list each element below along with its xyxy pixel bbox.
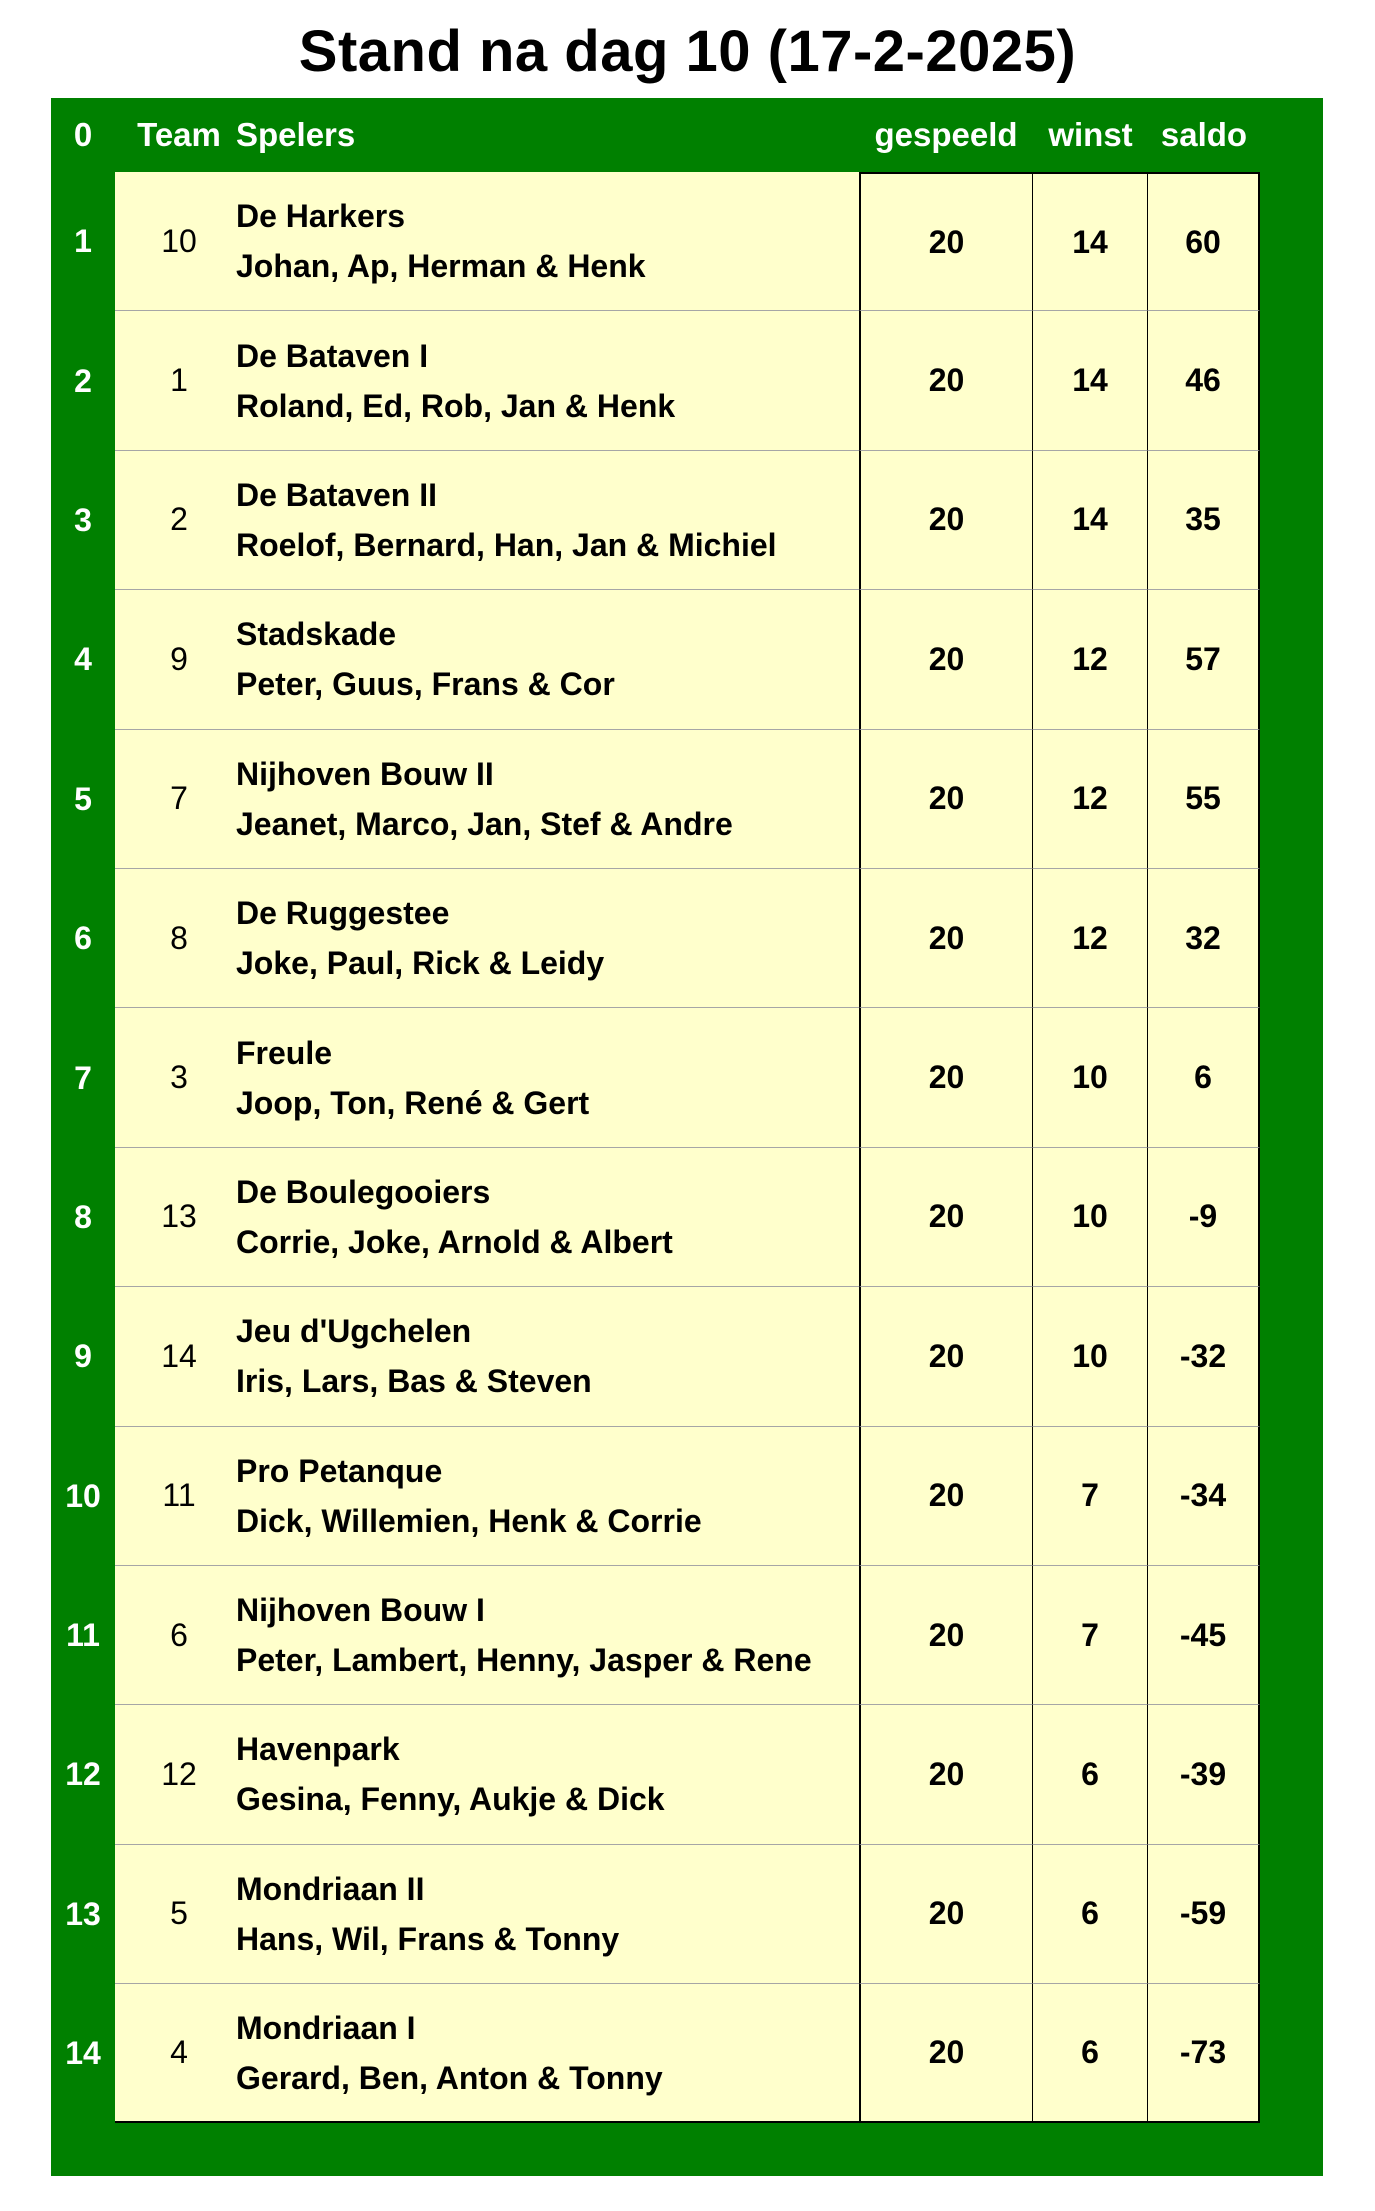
rank-number: 1 [74,223,92,260]
team-players: Iris, Lars, Bas & Steven [236,1363,592,1400]
team-info [236,1427,702,1565]
played-cell: 20 [859,1148,1033,1287]
team-players: Peter, Guus, Frans & Cor [236,666,615,703]
team-name: Mondriaan I [236,2009,416,2046]
saldo-cell: 57 [1148,590,1260,729]
team-players: Johan, Ap, Herman & Henk [236,248,646,285]
played-cell: 20 [859,1566,1033,1705]
header-team: Team [137,116,221,153]
team-number: 7 [170,780,188,817]
wins-cell: 7 [1033,1427,1148,1566]
team-name: Stadskade [236,616,397,653]
table-row [51,590,1323,729]
team-info [236,1287,592,1425]
table-row [51,730,1323,869]
played-cell: 20 [859,1287,1033,1426]
played-cell: 20 [859,869,1033,1008]
played-cell: 20 [859,172,1033,311]
header-saldo: saldo [1160,116,1248,153]
team-number: 13 [161,1198,197,1235]
team-info [236,311,675,449]
wins-cell: 14 [1033,172,1148,311]
table-row [51,1845,1323,1984]
team-number: 2 [170,501,188,538]
team-name: Nijhoven Bouw I [236,1592,485,1629]
team-cell [115,1287,859,1426]
wins-cell: 12 [1033,590,1148,729]
team-info [236,1008,589,1146]
team-name: Havenpark [236,1731,400,1768]
played-cell: 20 [859,311,1033,450]
rank-number: 11 [66,1617,100,1654]
page-title: Stand na dag 10 (17-2-2025) [298,19,1077,84]
played-cell: 20 [859,1984,1033,2123]
table-row [51,451,1323,590]
team-info [236,1845,619,1983]
wins-cell: 12 [1033,869,1148,1008]
saldo-cell: -32 [1148,1287,1260,1426]
team-players: Peter, Lambert, Henny, Jasper & Rene [236,1642,812,1679]
table-row [51,1984,1323,2123]
rank-number: 3 [74,501,92,538]
standings-rows [51,172,1323,2123]
team-players: Roelof, Bernard, Han, Jan & Michiel [236,526,777,563]
saldo-cell: -59 [1148,1845,1260,1984]
team-cell [115,1008,859,1147]
played-cell: 20 [859,1008,1033,1147]
saldo-cell: -9 [1148,1148,1260,1287]
team-number: 12 [161,1755,197,1792]
team-number: 11 [162,1477,196,1514]
table-row [51,869,1323,1008]
standings-board [51,98,1323,2176]
table-row [51,1705,1323,1844]
table-row [51,1148,1323,1287]
team-cell [115,1984,859,2123]
team-cell [115,172,859,311]
team-number: 10 [161,222,197,259]
saldo-cell: -39 [1148,1705,1260,1844]
wins-cell: 10 [1033,1287,1148,1426]
team-players: Joop, Ton, René & Gert [236,1084,590,1121]
team-info [236,172,646,310]
team-number: 1 [170,362,188,399]
team-info [236,1148,673,1286]
team-players: Jeanet, Marco, Jan, Stef & Andre [236,805,733,842]
played-cell: 20 [859,730,1033,869]
rank-number: 14 [65,2035,101,2072]
team-players: Hans, Wil, Frans & Tonny [236,1920,620,1957]
wins-cell: 10 [1033,1008,1148,1147]
team-name: Freule [236,1034,333,1071]
rank-number: 7 [74,1059,92,1096]
team-name: De Boulegooiers [236,1173,491,1210]
wins-cell: 14 [1033,311,1148,450]
played-cell: 20 [859,1705,1033,1844]
team-name: Jeu d'Ugchelen [236,1313,472,1350]
wins-cell: 6 [1033,1984,1148,2123]
rank-number: 12 [65,1756,101,1793]
played-cell: 20 [859,1427,1033,1566]
table-row [51,1566,1323,1705]
wins-cell: 6 [1033,1845,1148,1984]
table-header [51,98,1323,172]
saldo-cell: -73 [1148,1984,1260,2123]
table-row [51,311,1323,450]
team-name: Nijhoven Bouw II [236,755,494,792]
table-row [51,1287,1323,1426]
team-players: Joke, Paul, Rick & Leidy [236,945,605,982]
played-cell: 20 [859,451,1033,590]
team-number: 3 [170,1059,188,1096]
team-cell [115,311,859,450]
team-cell [115,1148,859,1287]
header-rank: 0 [73,116,93,153]
header-played: gespeeld [874,116,1018,153]
team-cell [115,1705,859,1844]
saldo-cell: -34 [1148,1427,1260,1566]
wins-cell: 6 [1033,1705,1148,1844]
rank-number: 13 [65,1895,101,1932]
team-cell [115,1845,859,1984]
saldo-cell: 35 [1148,451,1260,590]
team-info [236,451,777,589]
team-cell [115,1566,859,1705]
played-cell: 20 [859,1845,1033,1984]
team-info [236,1705,665,1843]
rank-number: 2 [74,362,92,399]
team-cell [115,869,859,1008]
wins-cell: 14 [1033,451,1148,590]
team-info [236,1566,812,1704]
saldo-cell: 32 [1148,869,1260,1008]
team-name: De Bataven II [236,476,437,513]
team-number: 5 [170,1895,188,1932]
team-name: De Bataven I [236,337,429,374]
saldo-cell: 55 [1148,730,1260,869]
team-number: 8 [170,919,188,956]
team-name: Mondriaan II [236,1870,425,1907]
team-players: Gerard, Ben, Anton & Tonny [236,2059,663,2096]
rank-number: 10 [65,1477,101,1514]
rank-number: 6 [74,920,92,957]
rank-number: 4 [74,641,92,678]
team-name: De Harkers [236,198,405,235]
team-number: 6 [170,1616,188,1653]
wins-cell: 12 [1033,730,1148,869]
team-info [236,590,615,728]
table-row [51,1008,1323,1147]
saldo-cell: -45 [1148,1566,1260,1705]
wins-cell: 7 [1033,1566,1148,1705]
table-row [51,1427,1323,1566]
table-row [51,172,1323,311]
team-cell [115,451,859,590]
team-info [236,1984,663,2121]
team-players: Gesina, Fenny, Aukje & Dick [236,1781,665,1818]
played-cell: 20 [859,590,1033,729]
rank-number: 9 [74,1338,92,1375]
rank-number: 5 [74,780,92,817]
team-info [236,730,733,868]
team-players: Roland, Ed, Rob, Jan & Henk [236,387,676,424]
header-players: Spelers [236,116,356,153]
team-cell [115,590,859,729]
team-players: Corrie, Joke, Arnold & Albert [236,1223,673,1260]
saldo-cell: 6 [1148,1008,1260,1147]
team-players: Dick, Willemien, Henk & Corrie [236,1502,702,1539]
team-cell [115,730,859,869]
team-info [236,869,604,1007]
team-name: De Ruggestee [236,895,450,932]
header-wins: winst [1048,116,1133,153]
saldo-cell: 60 [1148,172,1260,311]
saldo-cell: 46 [1148,311,1260,450]
team-number: 9 [170,640,188,677]
team-number: 4 [170,2034,188,2071]
team-cell [115,1427,859,1566]
wins-cell: 10 [1033,1148,1148,1287]
rank-number: 8 [74,1198,92,1235]
team-name: Pro Petanque [236,1452,443,1489]
team-number: 14 [161,1337,197,1374]
